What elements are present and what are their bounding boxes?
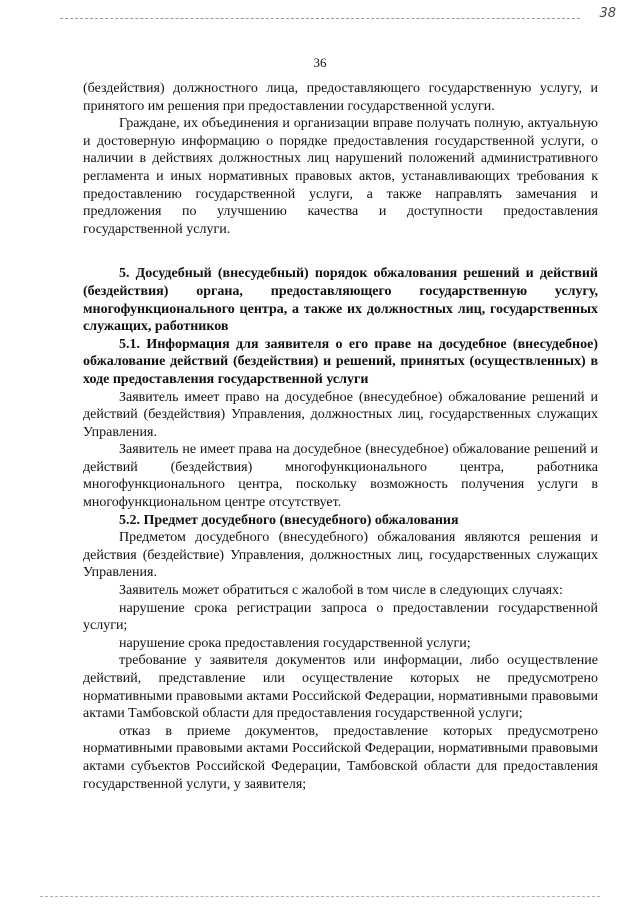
list-item-service-deadline: нарушение срока предоставления государственной услуги; bbox=[119, 635, 471, 651]
document-body bbox=[83, 80, 598, 793]
page-number: 36 bbox=[313, 55, 327, 70]
handwritten-sheet-number: 38 bbox=[599, 6, 616, 21]
paragraph-no-right-mfc: Заявитель не имеет права на досудебное (внесудебное) обжалование решений и действий (бездействия) многофункционального центра, работника многофункционального центра, поскольку возможность получения услуги в многофункциональном центре отсутствует. bbox=[83, 442, 598, 511]
list-item-refusal-to-accept: отказ в приеме документов, предоставление которых предусмотрено нормативными правовыми актами Российской Федерации, нормативными правовыми актами субъектов Российской Федерации, Тамбовской области для предоставления государственной услуги, у заявителя; bbox=[83, 723, 598, 792]
subsection-heading-5-2: 5.2. Предмет досудебного (внесудебного) обжалования bbox=[119, 512, 459, 528]
top-dashed-line bbox=[60, 18, 580, 19]
section-heading-5: 5. Досудебный (внесудебный) порядок обжалования решений и действий (бездействия) органа, предоставляющего государственную услугу, многофункционального центра, а также их должностных лиц, государственных служащих, работников bbox=[83, 266, 598, 335]
bottom-dashed-line bbox=[40, 896, 600, 897]
paragraph-citizens-rights: Граждане, их объединения и организации вправе получать полную, актуальную и достоверную информацию о порядке предоставления государственной услуги, о наличии в действиях должностных лиц нарушений положений административного регламента и иных нормативных правовых актов, устанавливающих требования к предоставлению государственной услуги, а также направлять замечания и предложения по улучшению качества и доступности предоставления государственной услуги. bbox=[83, 116, 598, 237]
list-item-document-requirement: требование у заявителя документов или информации, либо осуществление действий, представление или осуществление которых не предусмотрено нормативными правовыми актами Российской Федерации, нормативными правовыми актами Тамбовской области для предоставления государственной услуги; bbox=[83, 653, 598, 722]
paragraph-right-to-appeal: Заявитель имеет право на досудебное (внесудебное) обжалование решений и действий (бездействия) Управления, должностных лиц, государственных служащих Управления. bbox=[83, 389, 598, 440]
paragraph-cases-intro: Заявитель может обратиться с жалобой в том числе в следующих случаях: bbox=[119, 583, 563, 599]
section-spacer bbox=[83, 238, 598, 265]
list-item-registration-deadline: нарушение срока регистрации запроса о предоставлении государственной услуги; bbox=[83, 600, 598, 634]
subsection-heading-5-1: 5.1. Информация для заявителя о его праве на досудебное (внесудебное) обжалование действий (бездействия) и решений, принятых (осуществленных) в ходе предоставления государственной услуги bbox=[83, 336, 598, 387]
paragraph-subject-of-appeal: Предметом досудебного (внесудебного) обжалования являются решения и действия (бездействие) Управления, должностных лиц, государственных служащих Управления. bbox=[83, 530, 598, 581]
paragraph-continuation: (бездействия) должностного лица, предоставляющего государственную услугу, и принятого им решения при предоставлении государственной услуги. bbox=[83, 81, 598, 114]
